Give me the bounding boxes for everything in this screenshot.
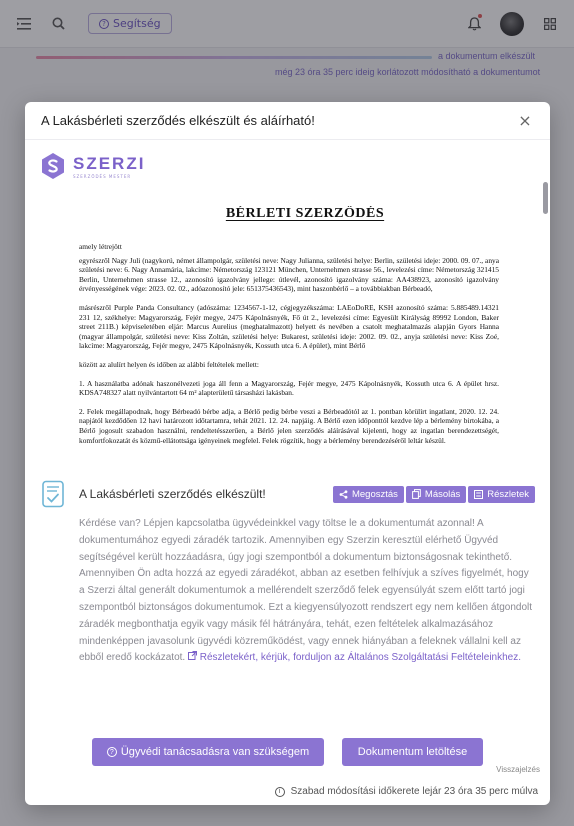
contract-paragraph: 2. Felek megállapodnak, hogy Bérbeadó bérbe adja, a Bérlő pedig bérbe veszi a Bérbeadótól az 1. pontban körülírt ingatlant, 2020. 12. 24. napjától kezdődően 12 havi határozott időtartamra, tehát 2021. 12. 24. napjáig. A Bérlő ezen időponttól kezdve lép a bérlemény birtokába, a Bérlő jogosult szabadon használni, rendeltetésszerűen, a Bérlő jelen szerződés aláírásával kijelenti, hogy az ingatlan berendezettségét, komfortfokozatát és közmű-ellátottsága igényeinek megfelel. Felek rögzítik, hogy a bérlemény berendezéséről leltár készül. bbox=[79, 406, 499, 445]
contract-title: BÉRLETI SZERZŐDÉS bbox=[225, 206, 385, 221]
lawyer-consultation-button[interactable] bbox=[92, 738, 324, 766]
list-icon bbox=[474, 490, 483, 499]
download-document-button[interactable] bbox=[342, 738, 483, 766]
copy-label: Másolás bbox=[424, 488, 461, 500]
modification-deadline-text: Szabad módosítási időkerete lejár 23 óra 35 perc múlva bbox=[290, 786, 538, 797]
external-link-icon bbox=[188, 651, 197, 660]
feedback-link[interactable]: Visszajelzés bbox=[496, 765, 540, 774]
question-icon: ? bbox=[107, 747, 117, 757]
modal-scroll-area[interactable] bbox=[25, 140, 550, 729]
contract-preview bbox=[79, 206, 499, 472]
copy-button[interactable] bbox=[406, 486, 466, 503]
szerzi-logo-icon bbox=[39, 152, 67, 180]
modification-deadline bbox=[275, 786, 538, 797]
question-icon: ? bbox=[99, 19, 109, 29]
download-document-label: Dokumentum letöltése bbox=[357, 746, 468, 758]
logo-tagline: SZERZŐDÉS MESTER bbox=[73, 173, 132, 179]
scrollbar[interactable] bbox=[543, 182, 548, 214]
details-button[interactable] bbox=[468, 486, 535, 503]
copy-icon bbox=[412, 489, 421, 499]
contract-paragraph: között az alulírt helyen és időben az alábbi feltételek mellett: bbox=[79, 359, 259, 369]
modal-header bbox=[25, 102, 550, 140]
contract-paragraph: egyrészről Nagy Juli (nagykorú, német állampolgár, születési neve: Nagy Julianna, születési helye: Berlin, születési ideje: 2000. 09. 07., anya születési neve: 6. Nagy Annamária, lakcíme: Németország 123121 München, Unternehmen strasse 56., levelezési címe: Németország 321415 Berlin, Unternehmen strasse 12., azonosító igazolvány jellege: útlevél, azonosító igazolvány száma: AA438923, azonosító igazolvány érvényességének vége: 2023. 02. 02., adóazonosító jele: 651375436543), mint haszonbérlő – a továbbiakban Bérbeadó, bbox=[79, 255, 499, 294]
logo-name: SZERZI bbox=[73, 153, 146, 173]
contract-paragraph: amely létrejött bbox=[79, 242, 122, 251]
details-label: Részletek bbox=[487, 488, 529, 500]
info-icon: i bbox=[275, 787, 285, 797]
time-remaining-text: még 23 óra 35 perc ideig korlátozott módosítható a dokumentumot bbox=[275, 67, 541, 77]
terms-link[interactable] bbox=[188, 652, 521, 663]
modal-title: A Lakásbérleti szerződés elkészült és aláírható! bbox=[41, 113, 315, 128]
share-icon bbox=[339, 490, 348, 499]
contract-paragraph: 1. A használatba adónak haszonélvezeti joga áll fenn a Magyarország, Fejér megye, 2475 Kápolnásnyék, Kossuth utca 6. A épület hrsz. KDSA748327 alatt nyilvántartott 64 m² alapterületű társasházi lakásban. bbox=[79, 378, 499, 398]
modal-footer bbox=[25, 729, 550, 805]
contract-paragraph: másrészről Purple Panda Consultancy (adószáma: 1234567-1-12, cégjegyzékszáma: LAEoDoRE, KSH azonosító száma: 5.885489.14321 231 12, székhelye: Magyarország, Fejér megye, 2475 Kápolnásnyék, Fő út 2., levelezési címe: Egyesült Királyság 89992 London, Baker street 211B.) képviseletében eljár: Marcus Aurelius (meghatalmazott) helyett és nevében a csatolt meghatalmazás alapján Gyors Hanna (magyar állampolgár, születési neve: Kiss Zoltán, születési helye: Bukarest, születési ideje: 2002. 09. 02., anyja születési neve: Kiss Zoé, lakcíme: Magyarország, Fejér megye, 2475 Kápolnásnyék, Kossuth utca 6. A épület), mint Bérlő bbox=[79, 302, 499, 351]
logo bbox=[39, 152, 145, 180]
status-text: a dokumentum elkészült bbox=[438, 51, 536, 61]
document-ready-info bbox=[41, 482, 535, 667]
share-button[interactable] bbox=[333, 486, 404, 503]
document-ready-modal bbox=[25, 102, 550, 805]
info-body bbox=[79, 516, 535, 667]
document-check-icon bbox=[41, 480, 65, 508]
close-button[interactable]: × bbox=[518, 111, 532, 130]
share-label: Megosztás bbox=[351, 488, 398, 500]
info-title: A Lakásbérleti szerződés elkészült! bbox=[79, 487, 266, 501]
help-button-label: Segítség bbox=[113, 17, 161, 30]
terms-link-label: Részletekért, kérjük, forduljon az Általános Szolgáltatási Feltételeinkhez. bbox=[199, 652, 522, 664]
lawyer-consultation-label: Ügyvédi tanácsadásra van szükségem bbox=[120, 746, 310, 758]
info-body-text: Kérdése van? Lépjen kapcsolatba ügyvédeinkkel vagy töltse le a dokumentumát azonnal! A dokumentumához egyedi záradék tartozik. Amennyiben egy Szerzin keresztül elérhető Ügyvéd segítségével került hozzáadásra, úgy jogi szempontból a dokumentum biztonságosnak tekinthető. Amennyiben Ön adta hozzá az egyedi záradékot, abban az esetben felhívjuk a szíves figyelmét, hogy a Szerzi által generált dokumentumok a mellérendelt szerződő felek egyensúlyát szem előtt tartó jogi szempontból biztonságos dokumentumok. Ezt a kiegyensúlyozott rendszert egy nem kellően átgondolt záradék megbonthatja egyik vagy másik fél hátrányára, tehát, ezen feltételek alkalmazásához mindenképpen javasolunk ügyvédi közreműködést, vagy ennek hiányában a feleknek vállalni kell az ebből eredő kockázatot. bbox=[79, 518, 533, 664]
